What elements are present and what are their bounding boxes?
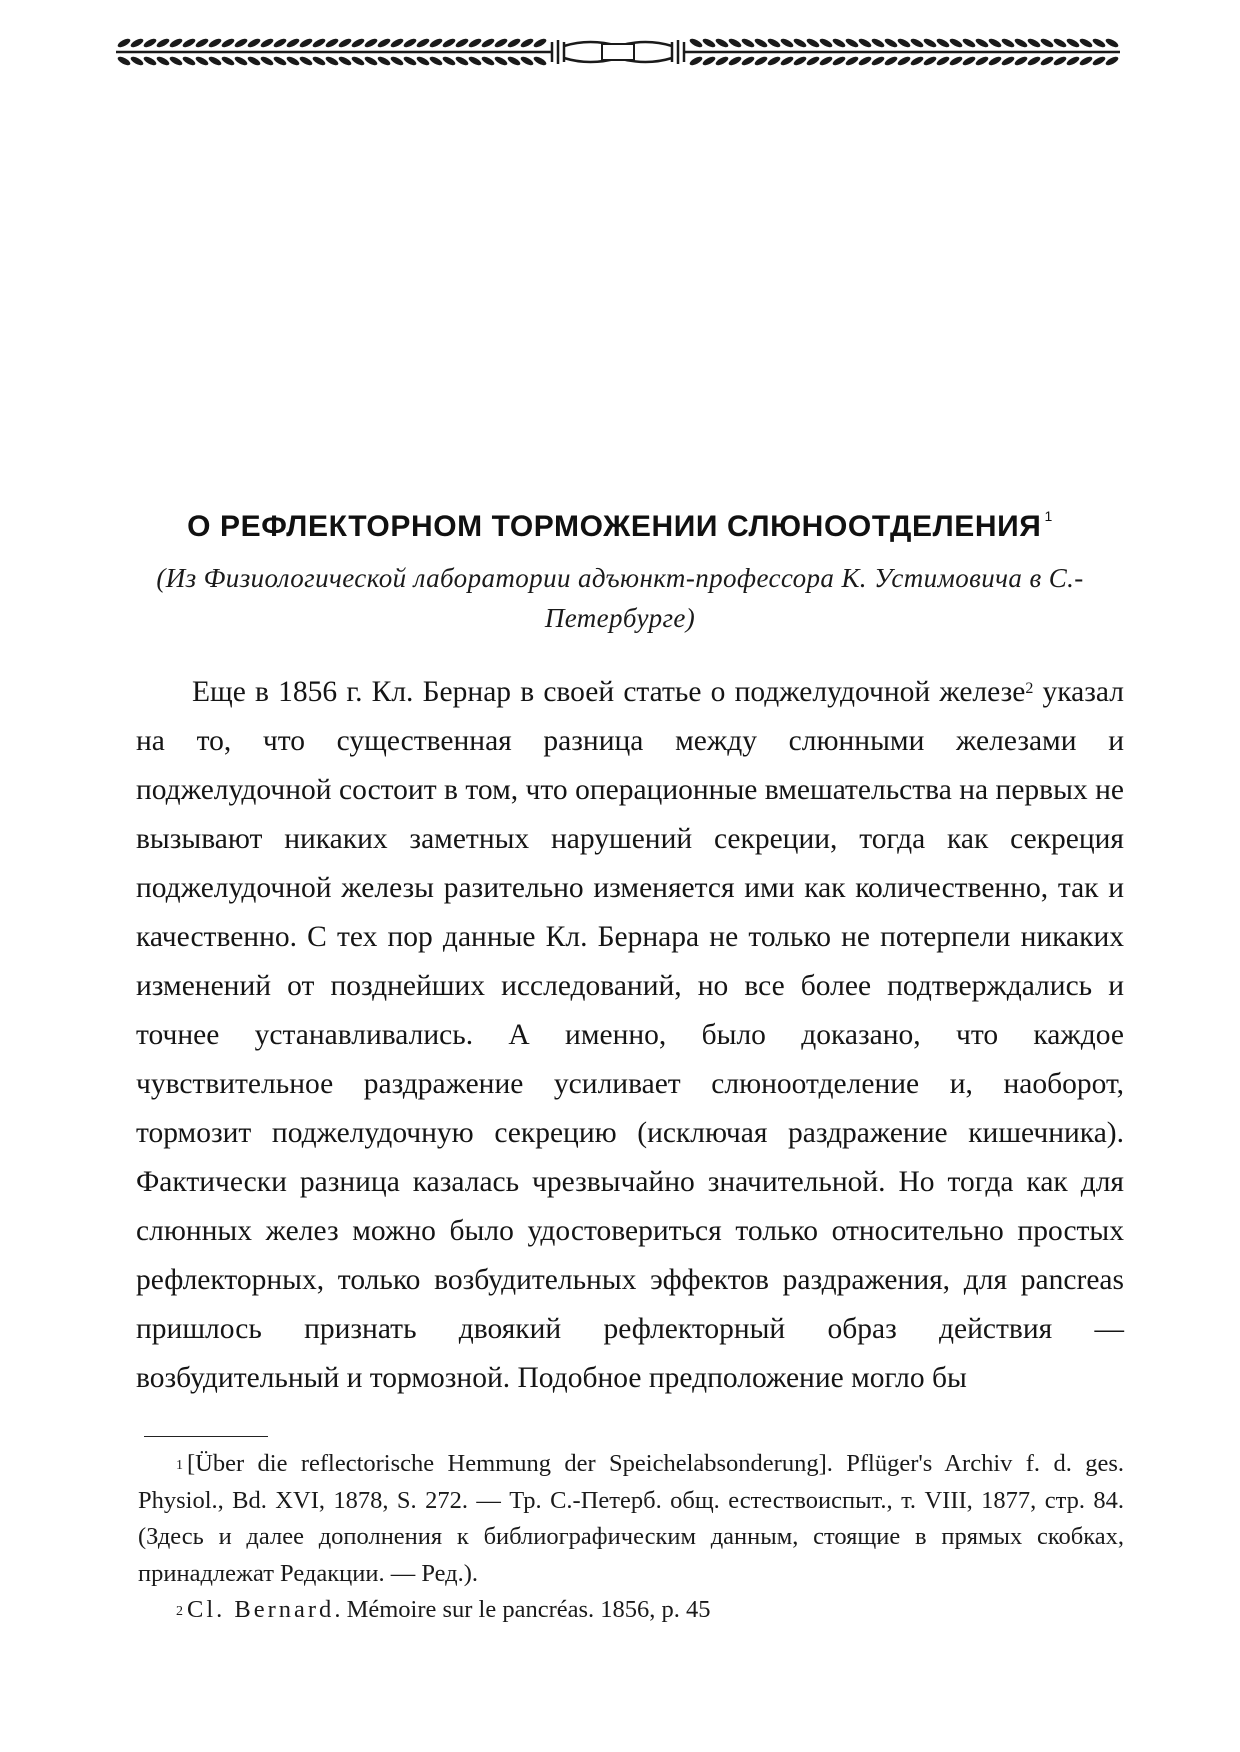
ornament-leaf: [831, 55, 846, 67]
paragraph-text-start: Еще в 1856 г. Кл. Бернар в своей статье о поджелудочной железе: [192, 676, 1026, 708]
footnote-2: [138, 1592, 1124, 1629]
ornament-leaf: [1039, 37, 1054, 49]
ornament-leaf: [532, 37, 547, 49]
ornament-leaf: [1104, 55, 1119, 67]
ornament-leaf: [220, 55, 235, 67]
ornament-leaf: [1013, 55, 1028, 67]
ornament-leaf: [779, 55, 794, 67]
ornament-leaf: [506, 37, 521, 49]
ornament-leaf: [402, 37, 417, 49]
ornament-leaf: [142, 37, 157, 49]
ornament-leaf: [766, 55, 781, 67]
ornament-leaf: [363, 37, 378, 49]
ornament-leaf: [779, 37, 794, 49]
footnote-2-marker: 2: [176, 1604, 183, 1619]
ornament-leaf: [259, 37, 274, 49]
ornament-leaf: [1026, 37, 1041, 49]
ornament-leaf: [467, 37, 482, 49]
ornament-leaf: [129, 55, 144, 67]
ornament-leaf: [350, 55, 365, 67]
ornament-leaf: [766, 37, 781, 49]
ornament-leaf: [922, 37, 937, 49]
footnote-1-text: [Über die reflectorische Hemmung der Speichelabsonderung]. Pflüger's Archiv f. d. ges. Physiol., Bd. XVI, 1878, S. 272. — Тр. С.-Петерб. общ. естествоиспыт., т. VIII, 1877, стр. 84. (Здесь и далее дополнения к библиографическим данным, стоящие в прямых скобках, принадлежат Редакции. — Ред.).: [138, 1450, 1124, 1587]
footnote-2-text: . Mémoire sur le pancréas. 1856, p. 45: [334, 1596, 711, 1623]
ornament-leaf: [753, 37, 768, 49]
ornament-leaf: [714, 55, 729, 67]
ornament-leaf: [818, 37, 833, 49]
ornament-leaf: [909, 37, 924, 49]
ornament-leaf: [948, 55, 963, 67]
ornament-leaf: [727, 37, 742, 49]
ornament-leaf: [480, 37, 495, 49]
ornament-leaf: [883, 37, 898, 49]
ornament-leaf: [1078, 55, 1093, 67]
ornament-leaf: [1000, 55, 1015, 67]
ornament-leaf: [428, 55, 443, 67]
main-text: [136, 668, 1124, 1403]
ornament-leaf: [987, 55, 1002, 67]
ornament-leaf: [194, 37, 209, 49]
ornament-leaf: [337, 37, 352, 49]
ornament-leaf: [506, 55, 521, 67]
ornament-leaf: [701, 55, 716, 67]
article-heading: [120, 510, 1120, 638]
ornament-leaf: [1078, 37, 1093, 49]
ornament-leaf: [233, 37, 248, 49]
ornament-leaf: [389, 55, 404, 67]
ornament-leaf: [415, 55, 430, 67]
ornament-leaf: [116, 55, 131, 67]
footnote-1-marker: 1: [176, 1458, 183, 1473]
ornament-leaf: [168, 37, 183, 49]
ornament-leaf: [298, 55, 313, 67]
footnote-2-author: Cl. Bernard: [187, 1596, 335, 1623]
footnote-divider: [144, 1436, 268, 1437]
ornament-leaf: [194, 55, 209, 67]
ornament-leaf: [701, 37, 716, 49]
ornament-leaf: [740, 55, 755, 67]
ornament-leaf: [311, 37, 326, 49]
ornament-leaf: [389, 37, 404, 49]
ornament-leaf: [207, 55, 222, 67]
footnotes: [138, 1446, 1124, 1629]
article-title-text: О РЕФЛЕКТОРНОМ ТОРМОЖЕНИИ СЛЮНООТДЕЛЕНИЯ: [187, 510, 1042, 543]
ornament-leaf: [493, 55, 508, 67]
ornament-leaf: [246, 55, 261, 67]
ornament-leaf: [441, 55, 456, 67]
ornament-leaf: [519, 55, 534, 67]
ornament-leaf: [259, 55, 274, 67]
ornament-leaf: [181, 37, 196, 49]
paragraph-text-rest: указал на то, что существенная разница между слюнными железами и поджелудочной состоит в том, что операционные вмешательства на первых не вызывают никаких заметных нарушений секреции, тогда как секреция поджелудочной железы разительно изменяется ими как количественно, так и качественно. С тех пор данные Кл. Бернара не только не потерпели никаких изменений от позднейших исследований, но все более подтверждались и точнее устанавливались. А именно, было доказано, что каждое чувствительное раздражение усиливает слюноотделение и, наоборот, тормозит поджелудочную секрецию (исключая раздражение кишечника). Фактически разница казалась чрезвычайно значительной. Но тогда как для слюнных желез можно было удостовериться только относительно простых рефлекторных, только возбудительных эффектов раздражения, для pancreas пришлось признать двоякий рефлекторный образ действия — возбудительный и тормозной. Подобное предположение могло бы: [136, 676, 1124, 1394]
ornament-leaf: [428, 37, 443, 49]
ornament-leaf: [454, 55, 469, 67]
ornament-leaf: [233, 55, 248, 67]
ornament-leaf: [467, 55, 482, 67]
ornament-leaf: [1091, 55, 1106, 67]
ornament-leaf: [805, 37, 820, 49]
ornament-leaf: [857, 55, 872, 67]
ornament-leaf: [844, 55, 859, 67]
ornament-leaf: [168, 55, 183, 67]
ornament-leaf: [155, 55, 170, 67]
ornament-leaf: [1065, 37, 1080, 49]
article-title: [120, 510, 1120, 544]
ornament-leaf: [402, 55, 417, 67]
ornament-leaf: [324, 37, 339, 49]
ornament-leaf: [155, 37, 170, 49]
ornament-leaf: [805, 55, 820, 67]
decorative-ornament-header: [112, 34, 1124, 70]
ornament-leaf: [207, 37, 222, 49]
ornament-leaf: [896, 37, 911, 49]
ornament-leaf: [376, 55, 391, 67]
ornament-leaf: [1013, 37, 1028, 49]
ornament-leaf: [376, 37, 391, 49]
ornament-leaf: [441, 37, 456, 49]
ornament-leaf: [688, 55, 703, 67]
ornament-leaf: [831, 37, 846, 49]
ornament-leaf: [116, 37, 131, 49]
ornament-leaf: [324, 55, 339, 67]
ornament-leaf: [1052, 37, 1067, 49]
ornament-leaf: [792, 55, 807, 67]
ornament-leaf: [337, 55, 352, 67]
ornament-leaf: [961, 55, 976, 67]
ornament-leaf: [896, 55, 911, 67]
ornament-leaf: [220, 37, 235, 49]
ornament-leaf: [961, 37, 976, 49]
ornament-leaf: [922, 55, 937, 67]
ornament-leaf: [519, 37, 534, 49]
ornament-leaf: [480, 55, 495, 67]
ornament-leaf: [493, 37, 508, 49]
ornament-leaf: [298, 37, 313, 49]
ornament-leaf: [272, 55, 287, 67]
ornament-leaf: [818, 55, 833, 67]
ornament-leaf: [870, 37, 885, 49]
ornament-leaf: [727, 55, 742, 67]
footnote-1: [138, 1446, 1124, 1592]
ornament-leaf: [948, 37, 963, 49]
ornament-leaf: [753, 55, 768, 67]
ornament-leaf: [714, 37, 729, 49]
ornament-leaf: [285, 37, 300, 49]
ornament-leaf: [363, 55, 378, 67]
ornament-leaf: [688, 37, 703, 49]
ornament-leaf: [792, 37, 807, 49]
ornament-leaf: [285, 55, 300, 67]
paragraph: [136, 668, 1124, 1403]
ornament-leaf: [415, 37, 430, 49]
ornament-leaf: [974, 37, 989, 49]
ornament-leaf: [1091, 37, 1106, 49]
ornament-leaf: [1026, 55, 1041, 67]
ornament-leaf: [935, 37, 950, 49]
footnote-reference-2: 2: [1025, 680, 1034, 697]
title-footnote-marker: 1: [1044, 508, 1053, 524]
ornament-leaf: [883, 55, 898, 67]
ornament-leaf: [974, 55, 989, 67]
ornament-leaf: [909, 55, 924, 67]
ornament-leaf: [1039, 55, 1054, 67]
ornament-leaf: [129, 37, 144, 49]
ornament-leaf: [181, 55, 196, 67]
ornament-leaf: [532, 55, 547, 67]
ornament-leaf: [857, 37, 872, 49]
ornament-leaf: [740, 37, 755, 49]
ornament-leaf: [350, 37, 365, 49]
ornament-leaf: [1052, 55, 1067, 67]
ornament-leaf: [272, 37, 287, 49]
ornament-leaf: [1065, 55, 1080, 67]
ornament-leaf: [935, 55, 950, 67]
ornament-leaf: [987, 37, 1002, 49]
ornament-leaf: [1104, 37, 1119, 49]
ornament-leaf: [246, 37, 261, 49]
article-subtitle: (Из Физиологической лаборатории адъюнкт-профессора К. Устимовича в С.-Петербурге): [156, 563, 1084, 633]
ornament-leaf: [844, 37, 859, 49]
ornament-leaf: [1000, 37, 1015, 49]
ornament-leaf: [142, 55, 157, 67]
ornament-leaf: [454, 37, 469, 49]
ornament-leaf: [870, 55, 885, 67]
ornament-leaf: [311, 55, 326, 67]
